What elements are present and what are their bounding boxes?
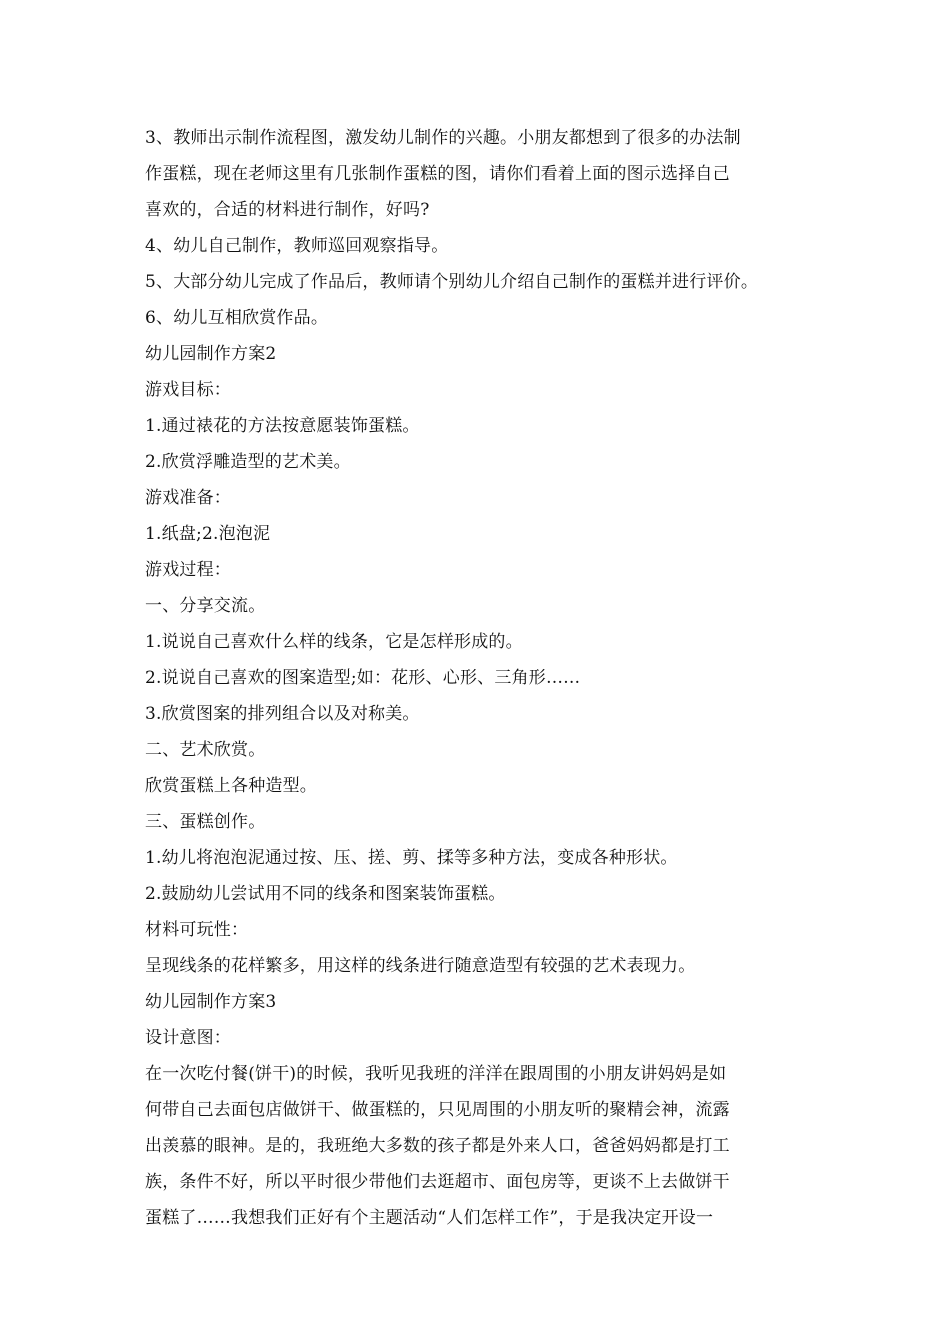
text-line: 3.欣赏图案的排列组合以及对称美。 [145, 704, 420, 724]
section-heading: 幼儿园制作方案3 [145, 992, 277, 1012]
text-line: 何带自己去面包店做饼干、做蛋糕的，只见周围的小朋友听的聚精会神，流露 [145, 1100, 730, 1120]
text-line: 设计意图： [145, 1028, 231, 1048]
text-line: 作蛋糕，现在老师这里有几张制作蛋糕的图，请你们看着上面的图示选择自己 [145, 164, 730, 184]
text-line: 在一次吃付餐(饼干)的时候，我听见我班的洋洋在跟周围的小朋友讲妈妈是如 [145, 1064, 727, 1084]
text-line: 蛋糕了……我想我们正好有个主题活动“人们怎样工作”，于是我决定开设一 [145, 1208, 714, 1228]
text-line: 游戏过程： [145, 560, 231, 580]
text-line: 6、幼儿互相欣赏作品。 [145, 308, 329, 328]
text-line: 欣赏蛋糕上各种造型。 [145, 776, 317, 796]
text-line: 2.欣赏浮雕造型的艺术美。 [145, 452, 351, 472]
text-line: 1.纸盘;2.泡泡泥 [145, 524, 271, 544]
text-line: 呈现线条的花样繁多，用这样的线条进行随意造型有较强的艺术表现力。 [145, 956, 696, 976]
text-line: 1.幼儿将泡泡泥通过按、压、搓、剪、揉等多种方法，变成各种形状。 [145, 848, 678, 868]
text-line: 5、大部分幼儿完成了作品后，教师请个别幼儿介绍自己制作的蛋糕并进行评价。 [145, 272, 759, 292]
text-line: 4、幼儿自己制作，教师巡回观察指导。 [145, 236, 449, 256]
text-line: 2.鼓励幼儿尝试用不同的线条和图案装饰蛋糕。 [145, 884, 506, 904]
section-heading: 幼儿园制作方案2 [145, 344, 277, 364]
text-line: 2.说说自己喜欢的图案造型;如：花形、心形、三角形…… [145, 668, 581, 688]
text-line: 材料可玩性： [145, 920, 249, 940]
text-line: 3、教师出示制作流程图，激发幼儿制作的兴趣。小朋友都想到了很多的办法制 [145, 128, 741, 148]
text-line: 二、艺术欣赏。 [145, 740, 266, 760]
text-line: 1.说说自己喜欢什么样的线条，它是怎样形成的。 [145, 632, 523, 652]
text-line: 族，条件不好，所以平时很少带他们去逛超市、面包房等，更谈不上去做饼干 [145, 1172, 730, 1192]
text-line: 喜欢的，合适的材料进行制作，好吗? [145, 200, 430, 220]
text-line: 出羡慕的眼神。是的，我班绝大多数的孩子都是外来人口，爸爸妈妈都是打工 [145, 1136, 730, 1156]
text-line: 1.通过裱花的方法按意愿装饰蛋糕。 [145, 416, 420, 436]
text-line: 一、分享交流。 [145, 596, 266, 616]
text-line: 游戏目标： [145, 380, 231, 400]
document-page [145, 120, 825, 1236]
text-line: 三、蛋糕创作。 [145, 812, 266, 832]
text-line: 游戏准备： [145, 488, 231, 508]
